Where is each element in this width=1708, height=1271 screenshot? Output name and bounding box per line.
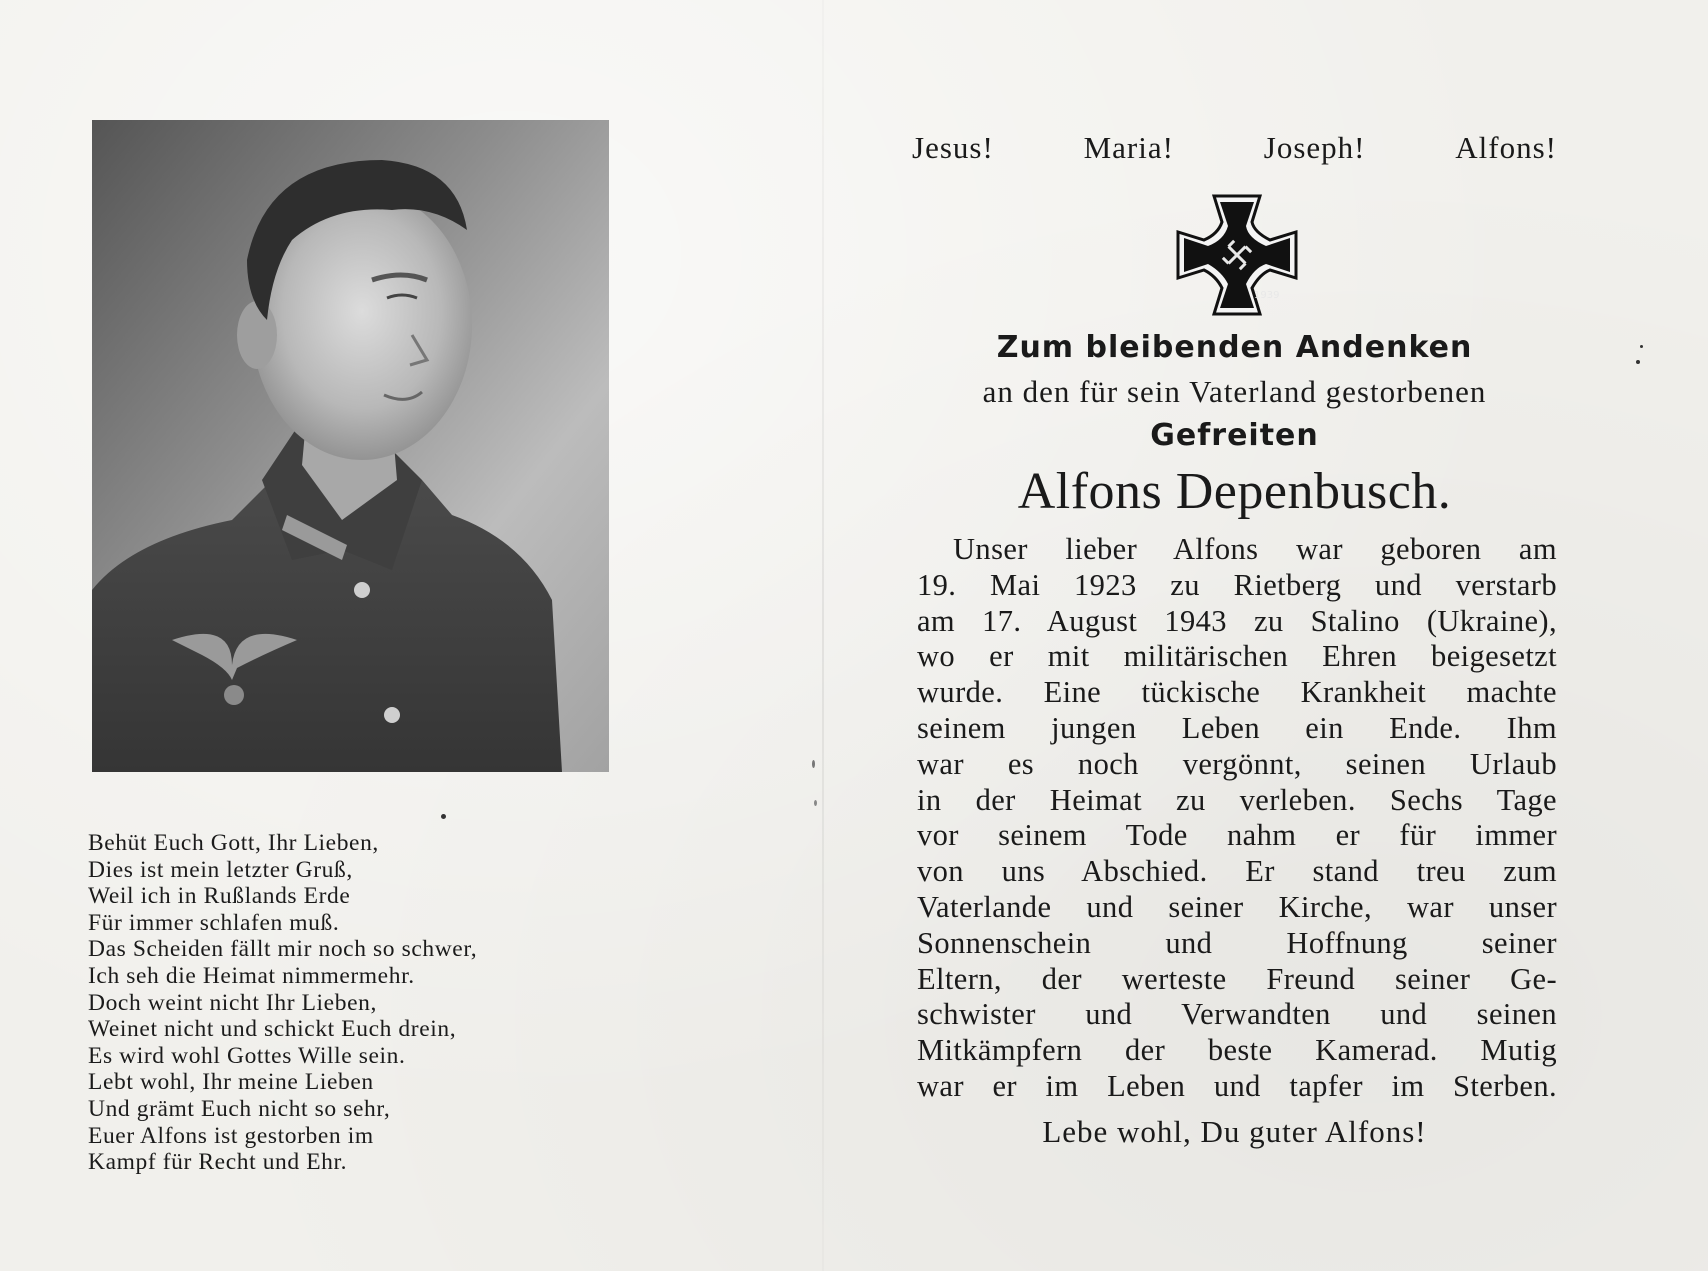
bio-line: schwister und Verwandten und seinen — [917, 997, 1557, 1032]
bio-line: war er im Leben und tapfer im Sterben. — [917, 1068, 1557, 1103]
cross-year: 1939 — [1254, 290, 1280, 301]
bio-line: in der Heimat zu verleben. Sechs Tage — [917, 782, 1557, 817]
bio-line: von uns Abschied. Er stand treu zum — [917, 854, 1557, 889]
invocation-word: Maria! — [1083, 130, 1174, 165]
poem-line: Es wird wohl Gottes Wille sein. — [88, 1042, 406, 1069]
farewell-poem — [88, 830, 648, 1176]
poem-line: Dies ist mein letzter Gruß, — [88, 856, 353, 883]
heading-rank: Gefreiten — [1150, 418, 1319, 453]
bio-line: seinem jungen Leben ein Ende. Ihm — [917, 710, 1557, 745]
paper-speck — [441, 814, 446, 819]
invocation-line — [912, 130, 1557, 166]
poem-line: Das Scheiden fällt mir noch so schwer, — [88, 936, 478, 963]
bio-line: wo er mit militärischen Ehren beigesetzt — [917, 639, 1557, 674]
poem-line: Doch weint nicht Ihr Lieben, — [88, 989, 377, 1016]
paper-speck — [812, 760, 815, 768]
poem-line: Für immer schlafen muß. — [88, 909, 340, 936]
bio-line: Vaterlande und seiner Kirche, war unser — [917, 889, 1557, 924]
invocation-word: Jesus! — [912, 130, 994, 165]
poem-line: Ich seh die Heimat nimmermehr. — [88, 962, 415, 989]
paper-speck — [814, 800, 817, 806]
bio-line: Mitkämpfern der beste Kamerad. Mutig — [917, 1033, 1557, 1068]
bio-line: war es noch vergönnt, seinen Urlaub — [917, 746, 1557, 781]
soldier-portrait-photo — [92, 120, 609, 772]
poem-line: Weil ich in Rußlands Erde — [88, 883, 351, 910]
iron-cross-icon — [1176, 194, 1298, 316]
poem-line: Weinet nicht und schickt Euch drein, — [88, 1016, 457, 1043]
farewell-line: Lebe wohl, Du guter Alfons! — [1042, 1114, 1427, 1149]
poem-line: Kampf für Recht und Ehr. — [88, 1149, 348, 1176]
bio-line: wurde. Eine tückische Krankheit machte — [917, 675, 1557, 710]
bio-line: am 17. August 1943 zu Stalino (Ukraine), — [917, 603, 1557, 638]
deceased-name: Alfons Depenbusch. — [1017, 463, 1452, 520]
heading-remembrance: Zum bleibenden Andenken — [996, 330, 1473, 365]
bio-line: Unser lieber Alfons war geboren am — [953, 532, 1557, 566]
center-fold — [822, 0, 824, 1271]
invocation-word: Alfons! — [1455, 130, 1557, 165]
poem-line: Euer Alfons ist gestorben im — [88, 1122, 374, 1149]
biography-text — [917, 532, 1557, 1105]
paper-speck — [1640, 345, 1643, 348]
paper-speck — [1636, 360, 1640, 364]
poem-line: Behüt Euch Gott, Ihr Lieben, — [88, 830, 379, 856]
heading-dedication: an den für sein Vaterland gestorbenen — [982, 374, 1487, 409]
bio-line: 19. Mai 1923 zu Rietberg und verstarb — [917, 567, 1557, 602]
poem-line: Und grämt Euch nicht so sehr, — [88, 1095, 391, 1122]
poem-line: Lebt wohl, Ihr meine Lieben — [88, 1069, 374, 1096]
bio-line: vor seinem Tode nahm er für immer — [917, 818, 1557, 853]
bio-line: Eltern, der werteste Freund seiner Ge- — [917, 961, 1557, 996]
invocation-word: Joseph! — [1263, 130, 1366, 165]
bio-line: Sonnenschein und Hoffnung seiner — [917, 925, 1557, 960]
